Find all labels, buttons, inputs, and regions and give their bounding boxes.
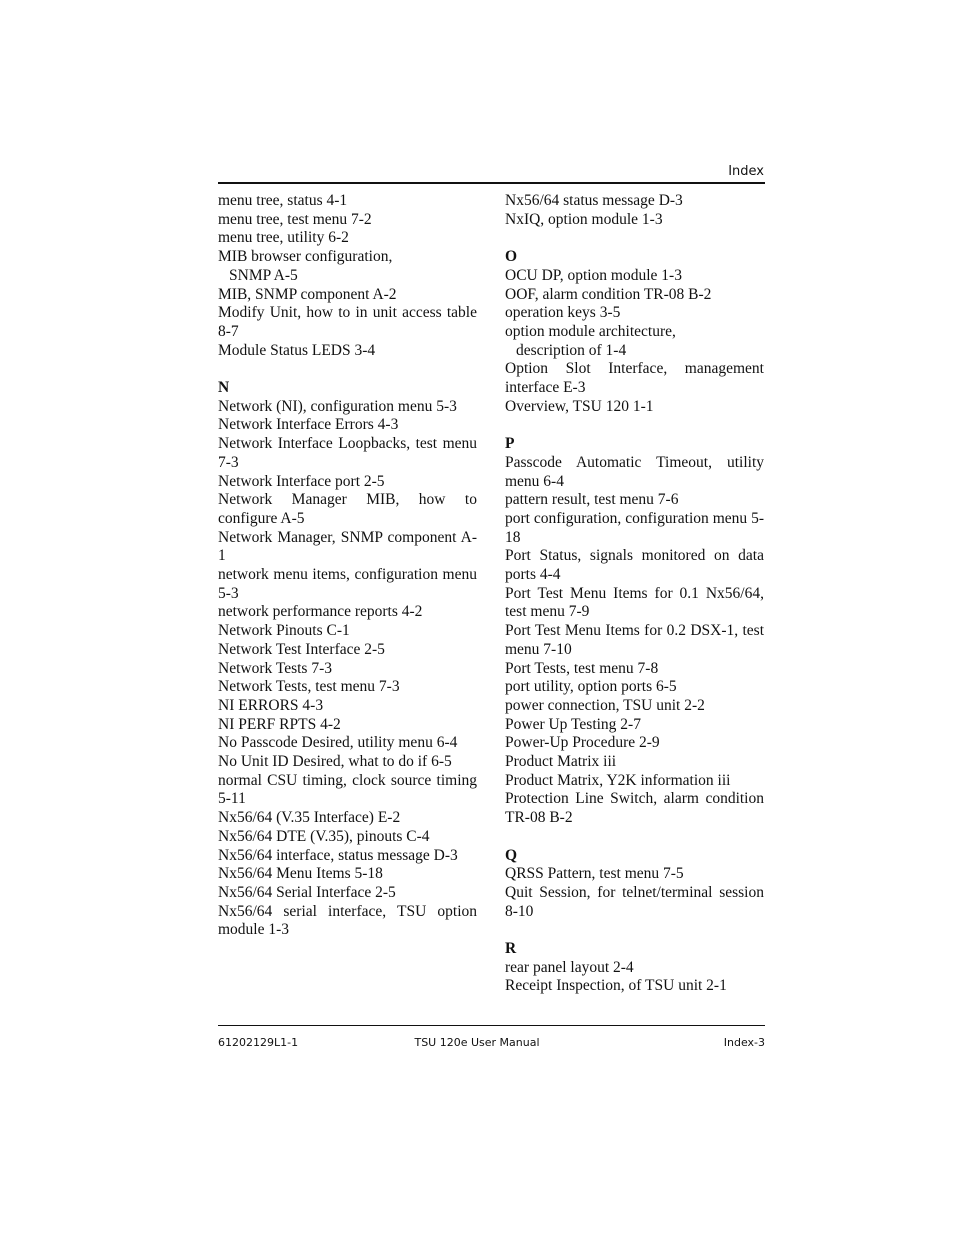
index-entry: Passcode Automatic Timeout, utility menu 6-4: [505, 453, 764, 490]
index-entry: MIB browser configuration,: [218, 248, 393, 266]
index-entry: network performance reports 4-2: [218, 603, 423, 621]
index-entry: Network Interface Errors 4-3: [218, 416, 399, 434]
index-entry: QRSS Pattern, test menu 7-5: [505, 865, 684, 883]
index-entry: Network Interface port 2-5: [218, 472, 385, 490]
index-entry: No Unit ID Desired, what to do if 6-5: [218, 753, 452, 771]
section-gap: [505, 921, 764, 940]
index-entry: MIB, SNMP component A-2: [218, 285, 397, 303]
section-letter: R: [505, 940, 517, 958]
index-entry: Network Tests, test menu 7-3: [218, 678, 400, 696]
index-subentry: description of 1-4: [516, 341, 627, 359]
index-entry: Nx56/64 interface, status message D-3: [218, 846, 458, 864]
index-entry: Port Test Menu Items for 0.2 DSX-1, test menu 7-10: [505, 622, 764, 658]
index-entry: operation keys 3-5: [505, 304, 621, 322]
index-entry: menu tree, status 4-1: [218, 192, 348, 209]
index-entry: Network (NI), configuration menu 5-3: [218, 397, 457, 415]
footer-rule: [218, 1025, 765, 1026]
index-entry: Nx56/64 status message D-3: [505, 192, 683, 209]
footer-page-number: Index-3: [723, 1036, 765, 1049]
index-entry: rear panel layout 2-4: [505, 958, 634, 976]
section-letter: P: [505, 435, 515, 453]
index-entry: Nx56/64 serial interface, TSU option module 1-3: [218, 902, 477, 939]
index-entry: NxIQ, option module 1-3: [505, 210, 663, 228]
index-entry: option module architecture,: [505, 322, 676, 340]
index-entry: menu tree, test menu 7-2: [218, 210, 372, 228]
index-entry: power connection, TSU unit 2-2: [505, 696, 705, 714]
header-rule: [218, 182, 765, 184]
index-entry: network menu items, configuration menu 5-3: [218, 566, 477, 602]
index-entry: NI ERRORS 4-3: [218, 696, 324, 714]
index-entry: Power Up Testing 2-7: [505, 715, 641, 733]
index-column-left: [218, 192, 477, 940]
index-entry: OOF, alarm condition TR-08 B-2: [505, 285, 712, 303]
index-entry: Protection Line Switch, alarm condition TR-08 B-2: [505, 790, 764, 827]
index-entry: Overview, TSU 120 1-1: [505, 397, 654, 415]
section-letter: O: [505, 248, 518, 266]
index-entry: port configuration, configuration menu 5-18: [505, 509, 764, 546]
index-entry: Port Status, signals monitored on data ports 4-4: [505, 547, 764, 584]
index-entry: Product Matrix iii: [505, 753, 617, 771]
index-entry: menu tree, utility 6-2: [218, 229, 349, 247]
index-entry: Nx56/64 DTE (V.35), pinouts C-4: [218, 827, 430, 845]
index-entry: normal CSU timing, clock source timing 5-11: [218, 771, 477, 808]
index-entry: Network Pinouts C-1: [218, 622, 350, 640]
running-head: Index: [728, 164, 764, 179]
index-entry: Power-Up Procedure 2-9: [505, 734, 660, 752]
index-entry: NI PERF RPTS 4-2: [218, 715, 341, 733]
section-gap: [505, 229, 764, 248]
index-entry: Network Interface Loopbacks, test menu 7-3: [218, 435, 477, 471]
section-letter: N: [218, 379, 230, 397]
section-gap: [218, 360, 477, 379]
index-entry: Nx56/64 (V.35 Interface) E-2: [218, 809, 401, 827]
section-gap: [505, 828, 764, 847]
index-entry: Module Status LEDS 3-4: [218, 341, 376, 359]
index-entry: Product Matrix, Y2K information iii: [505, 771, 731, 789]
index-entry: pattern result, test menu 7-6: [505, 491, 679, 509]
footer-doc-number: 61202129L1-1: [218, 1036, 299, 1049]
index-subentry: SNMP A-5: [229, 266, 298, 284]
index-entry: Port Test Menu Items for 0.1 Nx56/64, test menu 7-9: [505, 584, 764, 621]
index-entry: Network Test Interface 2-5: [218, 640, 385, 658]
index-entry: Port Tests, test menu 7-8: [505, 659, 659, 677]
index-entry: OCU DP, option module 1-3: [505, 266, 682, 284]
index-entry: Option Slot Interface, management interface E-3: [505, 360, 764, 397]
index-entry: Modify Unit, how to in unit access table 8-7: [218, 304, 477, 340]
footer-manual-title: TSU 120e User Manual: [414, 1036, 540, 1049]
index-column-right: [505, 192, 764, 996]
index-entry: Network Tests 7-3: [218, 659, 333, 677]
section-letter: Q: [505, 846, 518, 864]
index-entry: Quit Session, for telnet/terminal session 8-10: [505, 883, 764, 920]
index-entry: Nx56/64 Menu Items 5-18: [218, 865, 383, 883]
index-entry: Nx56/64 Serial Interface 2-5: [218, 884, 396, 901]
index-entry: Network Manager, SNMP component A-1: [218, 528, 477, 565]
index-entry: No Passcode Desired, utility menu 6-4: [218, 734, 458, 752]
index-entry: Receipt Inspection, of TSU unit 2-1: [505, 977, 727, 995]
index-entry: Network Manager MIB, how to configure A-5: [218, 491, 477, 527]
section-gap: [505, 416, 764, 435]
index-entry: port utility, option ports 6-5: [505, 678, 677, 696]
